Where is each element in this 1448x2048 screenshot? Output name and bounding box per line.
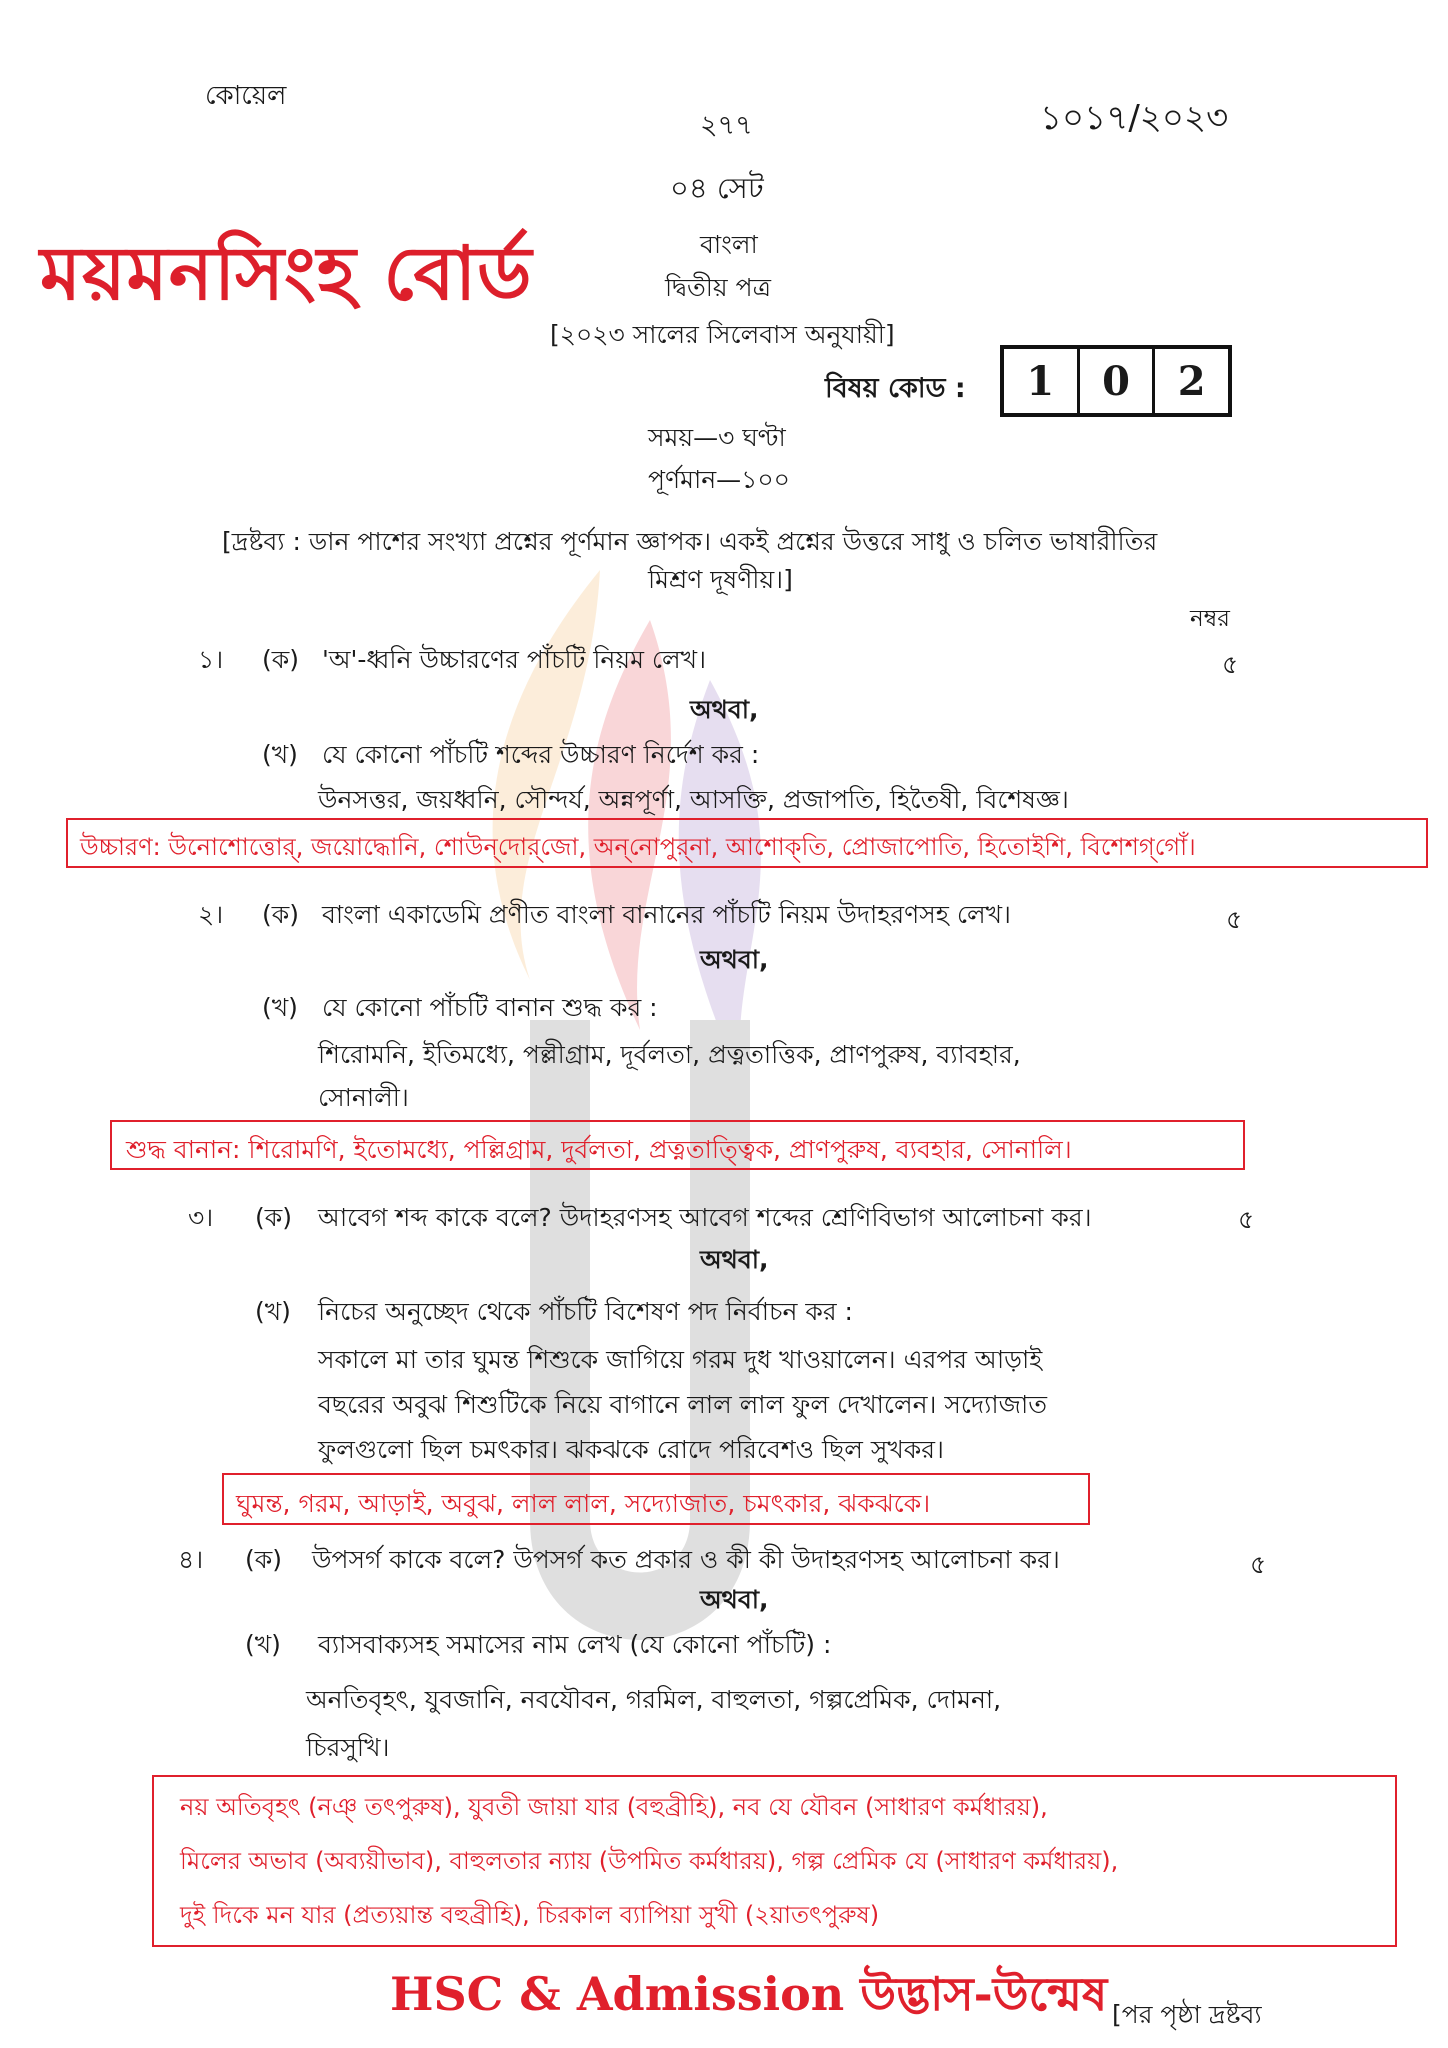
answer-box xyxy=(66,818,1428,868)
answer-text: নয় অতিবৃহৎ (নঞ্‌ তৎপুরুষ), যুবতী জায়া যার (বহুব্রীহি), নব যে যৌবন (সাধারণ কর্মধারয়), xyxy=(180,1793,1048,1821)
set-label: ০৪ সেট xyxy=(670,171,764,205)
or-label: অথবা, xyxy=(700,945,769,974)
or-label: অথবা, xyxy=(700,1245,769,1274)
part-b-label: (খ) xyxy=(255,1297,291,1326)
question-4b-text: ব্যাসবাক্যসহ সমাসের নাম লেখ (যে কোনো পাঁচটি) : xyxy=(318,1630,832,1659)
question-number: ৪। xyxy=(178,1545,204,1574)
subject-title: বাংলা xyxy=(700,230,758,259)
board-title: ময়মনসিংহ বোর্ড xyxy=(40,231,533,317)
subject-code-box xyxy=(1000,345,1232,417)
question-mark: ৫ xyxy=(1222,650,1239,679)
question-number: ১। xyxy=(198,645,224,674)
question-mark: ৫ xyxy=(1226,905,1243,934)
question-2b-text: যে কোনো পাঁচটি বানান শুদ্ধ কর : xyxy=(322,993,658,1022)
question-number: ৩। xyxy=(188,1203,214,1232)
page-number: ২৭৭ xyxy=(700,110,753,141)
time-label: সময়—৩ ঘণ্টা xyxy=(648,423,786,452)
part-a-label: (ক) xyxy=(262,645,299,674)
passage-line: ফুলগুলো ছিল চমৎকার। ঝকঝকে রোদে পরিবেশও ছিল সুখকর। xyxy=(318,1435,944,1464)
part-b-label: (খ) xyxy=(262,993,298,1022)
question-3b-text: নিচের অনুচ্ছেদ থেকে পাঁচটি বিশেষণ পদ নির্বাচন কর : xyxy=(318,1297,853,1326)
word-list: অনতিবৃহৎ, যুবজানি, নবযৌবন, গরমিল, বাহুলতা, গল্পপ্রেমিক, দোমনা, xyxy=(306,1685,1002,1714)
part-a-label: (ক) xyxy=(262,900,299,929)
question-4a-text: উপসর্গ কাকে বলে? উপসর্গ কত প্রকার ও কী কী উদাহরণসহ আলোচনা কর। xyxy=(312,1545,1060,1574)
word-list: শিরোমনি, ইতিমধ্যে, পল্লীগ্রাম, দূর্বলতা, প্রত্নতাত্তিক, প্রাণপুরুষ, ব্যাবহার, xyxy=(318,1040,1021,1069)
code-digit: 2 xyxy=(1177,357,1206,405)
instruction-note-cont: মিশ্রণ দূষণীয়।] xyxy=(648,565,793,594)
reference-number: ১০১৭/২০২৩ xyxy=(1040,98,1229,138)
part-a-label: (ক) xyxy=(255,1203,292,1232)
code-digit: 1 xyxy=(1004,349,1080,413)
question-number: ২। xyxy=(198,900,224,929)
next-page-note: [পর পৃষ্ঠা দ্রষ্টব্য xyxy=(1112,2000,1262,2029)
question-mark: ৫ xyxy=(1250,1550,1267,1579)
question-2a-text: বাংলা একাডেমি প্রণীত বাংলা বানানের পাঁচটি নিয়ম উদাহরণসহ লেখ। xyxy=(322,900,1011,929)
passage-line: বছরের অবুঝ শিশুটিকে নিয়ে বাগানে লাল লাল ফুল দেখালেন। সদ্যোজাত xyxy=(318,1390,1047,1419)
answer-box xyxy=(222,1473,1090,1525)
instruction-note: [দ্রষ্টব্য : ডান পাশের সংখ্যা প্রশ্নের পূর্ণমান জ্ঞাপক। একই প্রশ্নের উত্তরে সাধু ও চলিত ভাষারীতির xyxy=(222,527,1158,556)
question-3a-text: আবেগ শব্দ কাকে বলে? উদাহরণসহ আবেগ শব্দের শ্রেণিবিভাগ আলোচনা কর। xyxy=(318,1203,1092,1232)
passage-line: সকালে মা তার ঘুমন্ত শিশুকে জাগিয়ে গরম দুধ খাওয়ালেন। এরপর আড়াই xyxy=(318,1345,1043,1374)
answer-text: শুদ্ধ বানান: শিরোমণি, ইতোমধ্যে, পল্লিগ্রাম, দুর্বলতা, প্রত্নতাত্ত্বিক, প্রাণপুরুষ, ব্যবহার, সোনালি। xyxy=(126,1135,1072,1164)
question-1a-text: 'অ'-ধ্বনি উচ্চারণের পাঁচটি নিয়ম লেখ। xyxy=(322,645,707,674)
word-list-cont: সোনালী। xyxy=(318,1083,409,1112)
code-digit: 0 xyxy=(1080,349,1156,413)
answer-text: দুই দিকে মন যার (প্রত্যয়ান্ত বহুব্রীহি), চিরকাল ব্যাপিয়া সুখী (২য়াতৎপুরুষ) xyxy=(180,1901,880,1929)
subject-code-label: বিষয় কোড : xyxy=(825,373,966,404)
part-b-label: (খ) xyxy=(262,740,298,769)
word-list-cont: চিরসুখি। xyxy=(306,1733,390,1762)
part-a-label: (ক) xyxy=(245,1545,282,1574)
or-label: অথবা, xyxy=(690,695,759,724)
word-list: উনসত্তর, জয়ধ্বনি, সৌন্দর্য, অন্নপূর্ণা, আসক্তি, প্রজাপতি, হিতৈষী, বিশেষজ্ঞ। xyxy=(318,785,1069,814)
or-label: অথবা, xyxy=(700,1585,769,1614)
syllabus-note: [২০২৩ সালের সিলেবাস অনুযায়ী] xyxy=(550,320,895,349)
answer-text: উচ্চারণ: উনোশোত্তোর্, জয়োদ্ধোনি, শোউন্‌দোর্‌জো, অন্‌নোপুর্‌না, আশোক্‌তি, প্রোজাপোতি, হিতোইশি, বিশেশগ্‌গোঁ। xyxy=(80,833,1196,861)
part-b-label: (খ) xyxy=(245,1630,281,1659)
answer-box xyxy=(152,1775,1397,1947)
answer-text: ঘুমন্ত, গরম, আড়াই, অবুঝ, লাল লাল, সদ্যোজাত, চমৎকার, ঝকঝকে। xyxy=(236,1489,931,1518)
full-marks-label: পূর্ণমান—১০০ xyxy=(648,465,790,494)
question-mark: ৫ xyxy=(1238,1205,1255,1234)
paper-title: দ্বিতীয় পত্র xyxy=(665,273,771,302)
author-name: কোয়েল xyxy=(205,81,287,111)
marks-column-header: নম্বর xyxy=(1190,606,1230,632)
answer-box xyxy=(110,1120,1245,1170)
question-1b-text: যে কোনো পাঁচটি শব্দের উচ্চারণ নির্দেশ কর : xyxy=(322,740,760,769)
brand-footer: HSC & Admission উদ্ভাস-উন্মেষ xyxy=(390,1967,1108,2021)
answer-text: মিলের অভাব (অব্যয়ীভাব), বাহুলতার ন্যায় (উপমিত কর্মধারয়), গল্প প্রেমিক যে (সাধারণ কর্মধারয়), xyxy=(180,1847,1119,1875)
